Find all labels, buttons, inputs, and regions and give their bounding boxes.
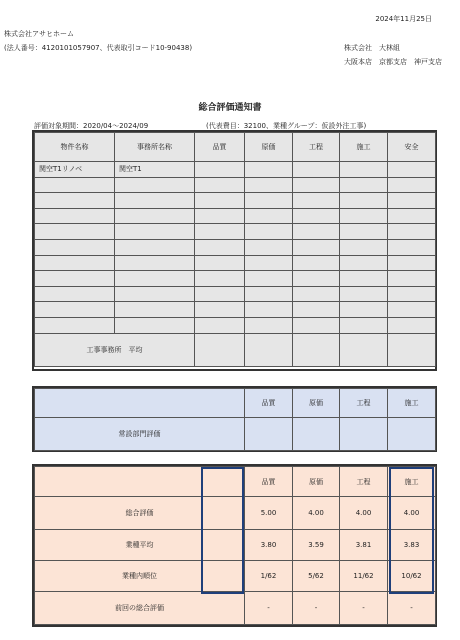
empty-cell <box>340 271 388 287</box>
dept-header-blank <box>35 389 245 418</box>
recipient-detail: (法人番号：4120101057907、代表取引コード10-90438) <box>4 44 193 52</box>
category-info: (代表費目：32100、業種グループ：仮設外注工事) <box>206 122 367 130</box>
empty-cell <box>388 286 436 302</box>
empty-cell <box>195 302 245 318</box>
project-header-quality: 品質 <box>195 133 245 162</box>
evaluation-period: 評価対象期間：2020/04～2024/09 <box>34 122 149 130</box>
empty-cell <box>35 255 115 271</box>
project-cell-name: 関空T1リノベ <box>35 162 115 178</box>
project-cell-construction <box>340 162 388 178</box>
table-row <box>35 317 436 333</box>
empty-cell <box>245 208 293 224</box>
empty-cell <box>115 286 195 302</box>
office-average-cell <box>293 333 340 366</box>
empty-cell <box>293 224 340 240</box>
empty-cell <box>293 271 340 287</box>
empty-cell <box>388 193 436 209</box>
dept-cell <box>293 418 340 451</box>
empty-cell <box>115 317 195 333</box>
project-cell-office: 関空T1 <box>115 162 195 178</box>
empty-cell <box>115 239 195 255</box>
empty-cell <box>388 255 436 271</box>
eval-row-label: 総合評価 <box>35 497 245 530</box>
empty-cell <box>195 286 245 302</box>
empty-cell <box>245 239 293 255</box>
table-row <box>35 561 436 592</box>
eval-header-construction: 施工 <box>388 467 436 497</box>
empty-cell <box>340 286 388 302</box>
issuer-company: 株式会社 大林組 <box>344 44 400 52</box>
empty-cell <box>35 317 115 333</box>
empty-cell <box>195 239 245 255</box>
table-row <box>35 177 436 193</box>
project-header-cost: 原価 <box>245 133 293 162</box>
empty-cell <box>388 302 436 318</box>
issue-date: 2024年11月25日 <box>375 15 432 23</box>
eval-cell-schedule: 4.00 <box>340 497 388 530</box>
eval-row-label: 業種内順位 <box>35 561 245 592</box>
empty-cell <box>35 302 115 318</box>
evaluation-table <box>34 466 436 625</box>
empty-cell <box>35 177 115 193</box>
project-header-schedule: 工程 <box>293 133 340 162</box>
empty-cell <box>245 177 293 193</box>
empty-cell <box>35 271 115 287</box>
empty-cell <box>245 193 293 209</box>
office-average-label: 工事事務所 平均 <box>35 333 195 366</box>
table-row <box>35 162 436 178</box>
empty-cell <box>293 317 340 333</box>
empty-cell <box>195 177 245 193</box>
dept-header-cost: 原価 <box>293 389 340 418</box>
empty-cell <box>245 302 293 318</box>
table-row <box>35 224 436 240</box>
empty-cell <box>293 193 340 209</box>
empty-cell <box>388 208 436 224</box>
empty-cell <box>340 302 388 318</box>
empty-cell <box>340 177 388 193</box>
empty-cell <box>293 208 340 224</box>
empty-cell <box>293 177 340 193</box>
eval-header-schedule: 工程 <box>340 467 388 497</box>
empty-cell <box>388 271 436 287</box>
eval-cell-construction: 3.83 <box>388 530 436 561</box>
empty-cell <box>293 302 340 318</box>
dept-header-schedule: 工程 <box>340 389 388 418</box>
empty-cell <box>340 224 388 240</box>
empty-cell <box>195 193 245 209</box>
empty-cell <box>115 302 195 318</box>
eval-header-quality: 品質 <box>245 467 293 497</box>
eval-header-cost: 原価 <box>293 467 340 497</box>
empty-cell <box>293 255 340 271</box>
project-header-construction: 施工 <box>340 133 388 162</box>
eval-cell-quality: 3.80 <box>245 530 293 561</box>
empty-cell <box>115 224 195 240</box>
eval-cell-cost: 3.59 <box>293 530 340 561</box>
empty-cell <box>35 224 115 240</box>
empty-cell <box>340 193 388 209</box>
empty-cell <box>340 255 388 271</box>
project-cell-quality <box>195 162 245 178</box>
eval-row-label: 前回の総合評価 <box>35 592 245 625</box>
empty-cell <box>115 255 195 271</box>
eval-cell-construction: - <box>388 592 436 625</box>
empty-cell <box>35 239 115 255</box>
empty-cell <box>340 317 388 333</box>
eval-cell-construction: 10/62 <box>388 561 436 592</box>
empty-cell <box>195 208 245 224</box>
empty-cell <box>195 224 245 240</box>
empty-cell <box>293 286 340 302</box>
eval-cell-schedule: 11/62 <box>340 561 388 592</box>
empty-cell <box>195 317 245 333</box>
empty-cell <box>388 177 436 193</box>
project-cell-safety <box>388 162 436 178</box>
empty-cell <box>340 239 388 255</box>
empty-cell <box>293 239 340 255</box>
table-row <box>35 271 436 287</box>
project-cell-cost <box>245 162 293 178</box>
project-header-office: 事務所名称 <box>115 133 195 162</box>
empty-cell <box>115 271 195 287</box>
issuer-branches: 大阪本店 京都支店 神戸支店 <box>344 58 442 66</box>
table-row <box>35 208 436 224</box>
eval-cell-construction: 4.00 <box>388 497 436 530</box>
eval-row-label: 業種平均 <box>35 530 245 561</box>
empty-cell <box>195 271 245 287</box>
eval-cell-cost: - <box>293 592 340 625</box>
eval-cell-schedule: 3.81 <box>340 530 388 561</box>
empty-cell <box>388 317 436 333</box>
empty-cell <box>388 239 436 255</box>
project-cell-schedule <box>293 162 340 178</box>
office-average-cell <box>388 333 436 366</box>
table-row <box>35 286 436 302</box>
project-header-name: 物件名称 <box>35 133 115 162</box>
dept-header-quality: 品質 <box>245 389 293 418</box>
table-row <box>35 302 436 318</box>
project-header-safety: 安全 <box>388 133 436 162</box>
document-title: 総合評価通知書 <box>198 103 262 113</box>
table-row <box>35 592 436 625</box>
empty-cell <box>245 317 293 333</box>
empty-cell <box>115 208 195 224</box>
eval-cell-quality: - <box>245 592 293 625</box>
eval-cell-schedule: - <box>340 592 388 625</box>
department-table <box>34 388 436 451</box>
empty-cell <box>245 286 293 302</box>
empty-cell <box>388 224 436 240</box>
office-average-cell <box>340 333 388 366</box>
recipient-name: 株式会社アサヒホーム <box>4 30 74 38</box>
eval-header-blank <box>35 467 245 497</box>
office-average-cell <box>245 333 293 366</box>
table-row <box>35 193 436 209</box>
eval-cell-quality: 1/62 <box>245 561 293 592</box>
dept-cell <box>388 418 436 451</box>
empty-cell <box>35 286 115 302</box>
dept-cell <box>340 418 388 451</box>
eval-cell-cost: 5/62 <box>293 561 340 592</box>
empty-cell <box>35 208 115 224</box>
table-row <box>35 255 436 271</box>
empty-cell <box>245 271 293 287</box>
dept-header-construction: 施工 <box>388 389 436 418</box>
empty-cell <box>115 177 195 193</box>
eval-cell-quality: 5.00 <box>245 497 293 530</box>
empty-cell <box>115 193 195 209</box>
empty-cell <box>245 255 293 271</box>
table-row <box>35 239 436 255</box>
empty-cell <box>195 255 245 271</box>
project-table <box>34 132 436 367</box>
table-row <box>35 530 436 561</box>
eval-cell-cost: 4.00 <box>293 497 340 530</box>
empty-cell <box>340 208 388 224</box>
office-average-cell <box>195 333 245 366</box>
empty-cell <box>245 224 293 240</box>
table-row <box>35 497 436 530</box>
empty-cell <box>35 193 115 209</box>
dept-row-label: 常設部門評価 <box>35 418 245 451</box>
dept-cell <box>245 418 293 451</box>
